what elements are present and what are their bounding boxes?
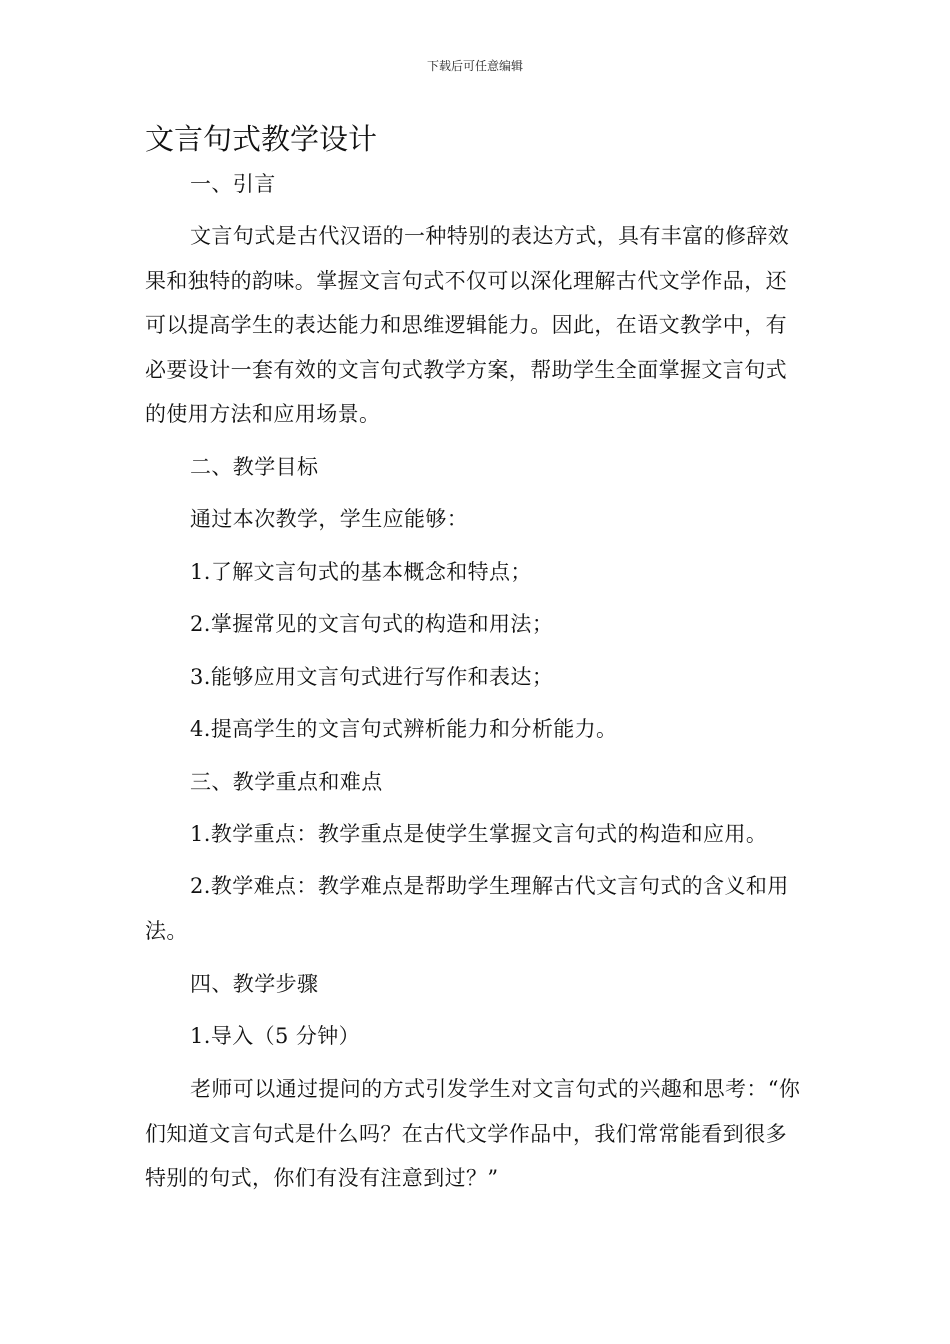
goals-heading: 二、教学目标 (190, 455, 319, 479)
step-title: 1.导入（5 分钟） (190, 1024, 361, 1048)
document-title: 文言句式教学设计 (145, 122, 378, 156)
keypoint-item: 2.教学难点：教学难点是帮助学生理解古代文言句式的含义和用法。 (145, 874, 789, 943)
goal-item: 4.提高学生的文言句式辨析能力和分析能力。 (190, 717, 618, 741)
intro-paragraph: 文言句式是古代汉语的一种特别的表达方式，具有丰富的修辞效果和独特的韵味。掌握文言句式不仅可以深化理解古代文学作品，还可以提高学生的表达能力和思维逻辑能力。因此，在语文教学中，有必要设计一套有效的文言句式教学方案，帮助学生全面掌握文言句式的使用方法和应用场景。 (145, 224, 790, 426)
steps-heading: 四、教学步骤 (190, 972, 319, 996)
goal-item: 3.能够应用文言句式进行写作和表达； (190, 665, 554, 689)
keypoints-heading: 三、教学重点和难点 (190, 770, 383, 794)
goals-lead: 通过本次教学，学生应能够： (190, 507, 469, 531)
page-header-note: 下载后可任意编辑 (426, 59, 523, 73)
goal-item: 2.掌握常见的文言句式的构造和用法； (190, 612, 554, 636)
keypoint-item: 1.教学重点：教学重点是使学生掌握文言句式的构造和应用。 (190, 822, 768, 846)
step-paragraph: 老师可以通过提问的方式引发学生对文言句式的兴趣和思考：“你们知道文言句式是什么吗？在古代文学作品中，我们常常能看到很多特别的句式，你们有没有注意到过？” (145, 1077, 801, 1190)
goal-item: 1.了解文言句式的基本概念和特点； (190, 560, 532, 584)
intro-heading: 一、引言 (190, 172, 276, 196)
